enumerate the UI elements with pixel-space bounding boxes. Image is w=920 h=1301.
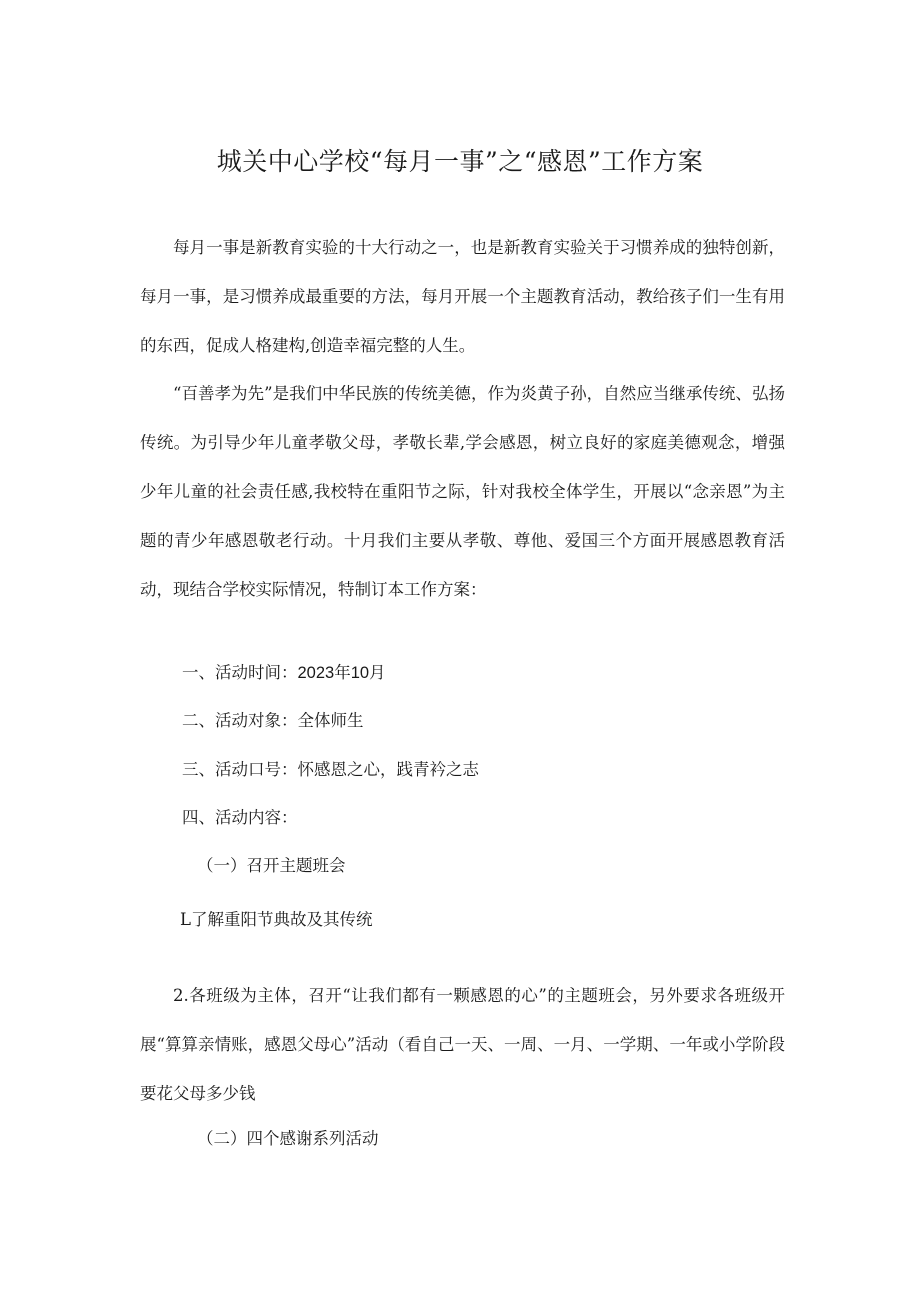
activity-slogan: 三、活动口号：怀感恩之心，践青衿之志	[182, 760, 479, 779]
list-item-2: 2.各班级为主体，召开“让我们都有一颗感恩的心”的主题班会，另外要求各班级开展“算算亲情账，感恩父母心”活动（看自己一天、一周、一月、一学期、一年或小学阶段要花父母多少钱	[140, 986, 785, 1103]
list-item-1: L了解重阳节典故及其传统	[180, 910, 373, 929]
activity-target: 二、活动对象：全体师生	[182, 711, 364, 730]
paragraph-intro: 每月一事是新教育实验的十大行动之一，也是新教育实验关于习惯养成的独特创新，每月一事，是习惯养成最重要的方法，每月开展一个主题教育活动，教给孩子们一生有用的东西，促成人格建构,创造幸福完整的人生。	[140, 238, 785, 355]
activity-time	[182, 658, 827, 688]
subsection-class-meeting: （一）召开主题班会	[197, 856, 346, 875]
paragraph-background: “百善孝为先”是我们中华民族的传统美德，作为炎黄子孙，自然应当继承传统、弘扬传统。为引导少年儿童孝敬父母，孝敬长辈,学会感恩，树立良好的家庭美德观念，增强少年儿童的社会责任感,我校特在重阳节之际，针对我校全体学生，开展以“念亲恩”为主题的青少年感恩敬老行动。十月我们主要从孝敬、尊他、爱国三个方面开展感恩教育活动，现结合学校实际情况，特制订本工作方案：	[140, 384, 785, 599]
activity-time-value: 2023年10月	[297, 664, 386, 682]
document-title: 城关中心学校“每月一事”之“感恩”工作方案	[216, 147, 704, 176]
activity-content-heading: 四、活动内容：	[182, 808, 298, 827]
activity-time-label: 一、活动时间：	[182, 663, 298, 682]
subsection-thanks-activities: （二）四个感谢系列活动	[197, 1129, 379, 1148]
